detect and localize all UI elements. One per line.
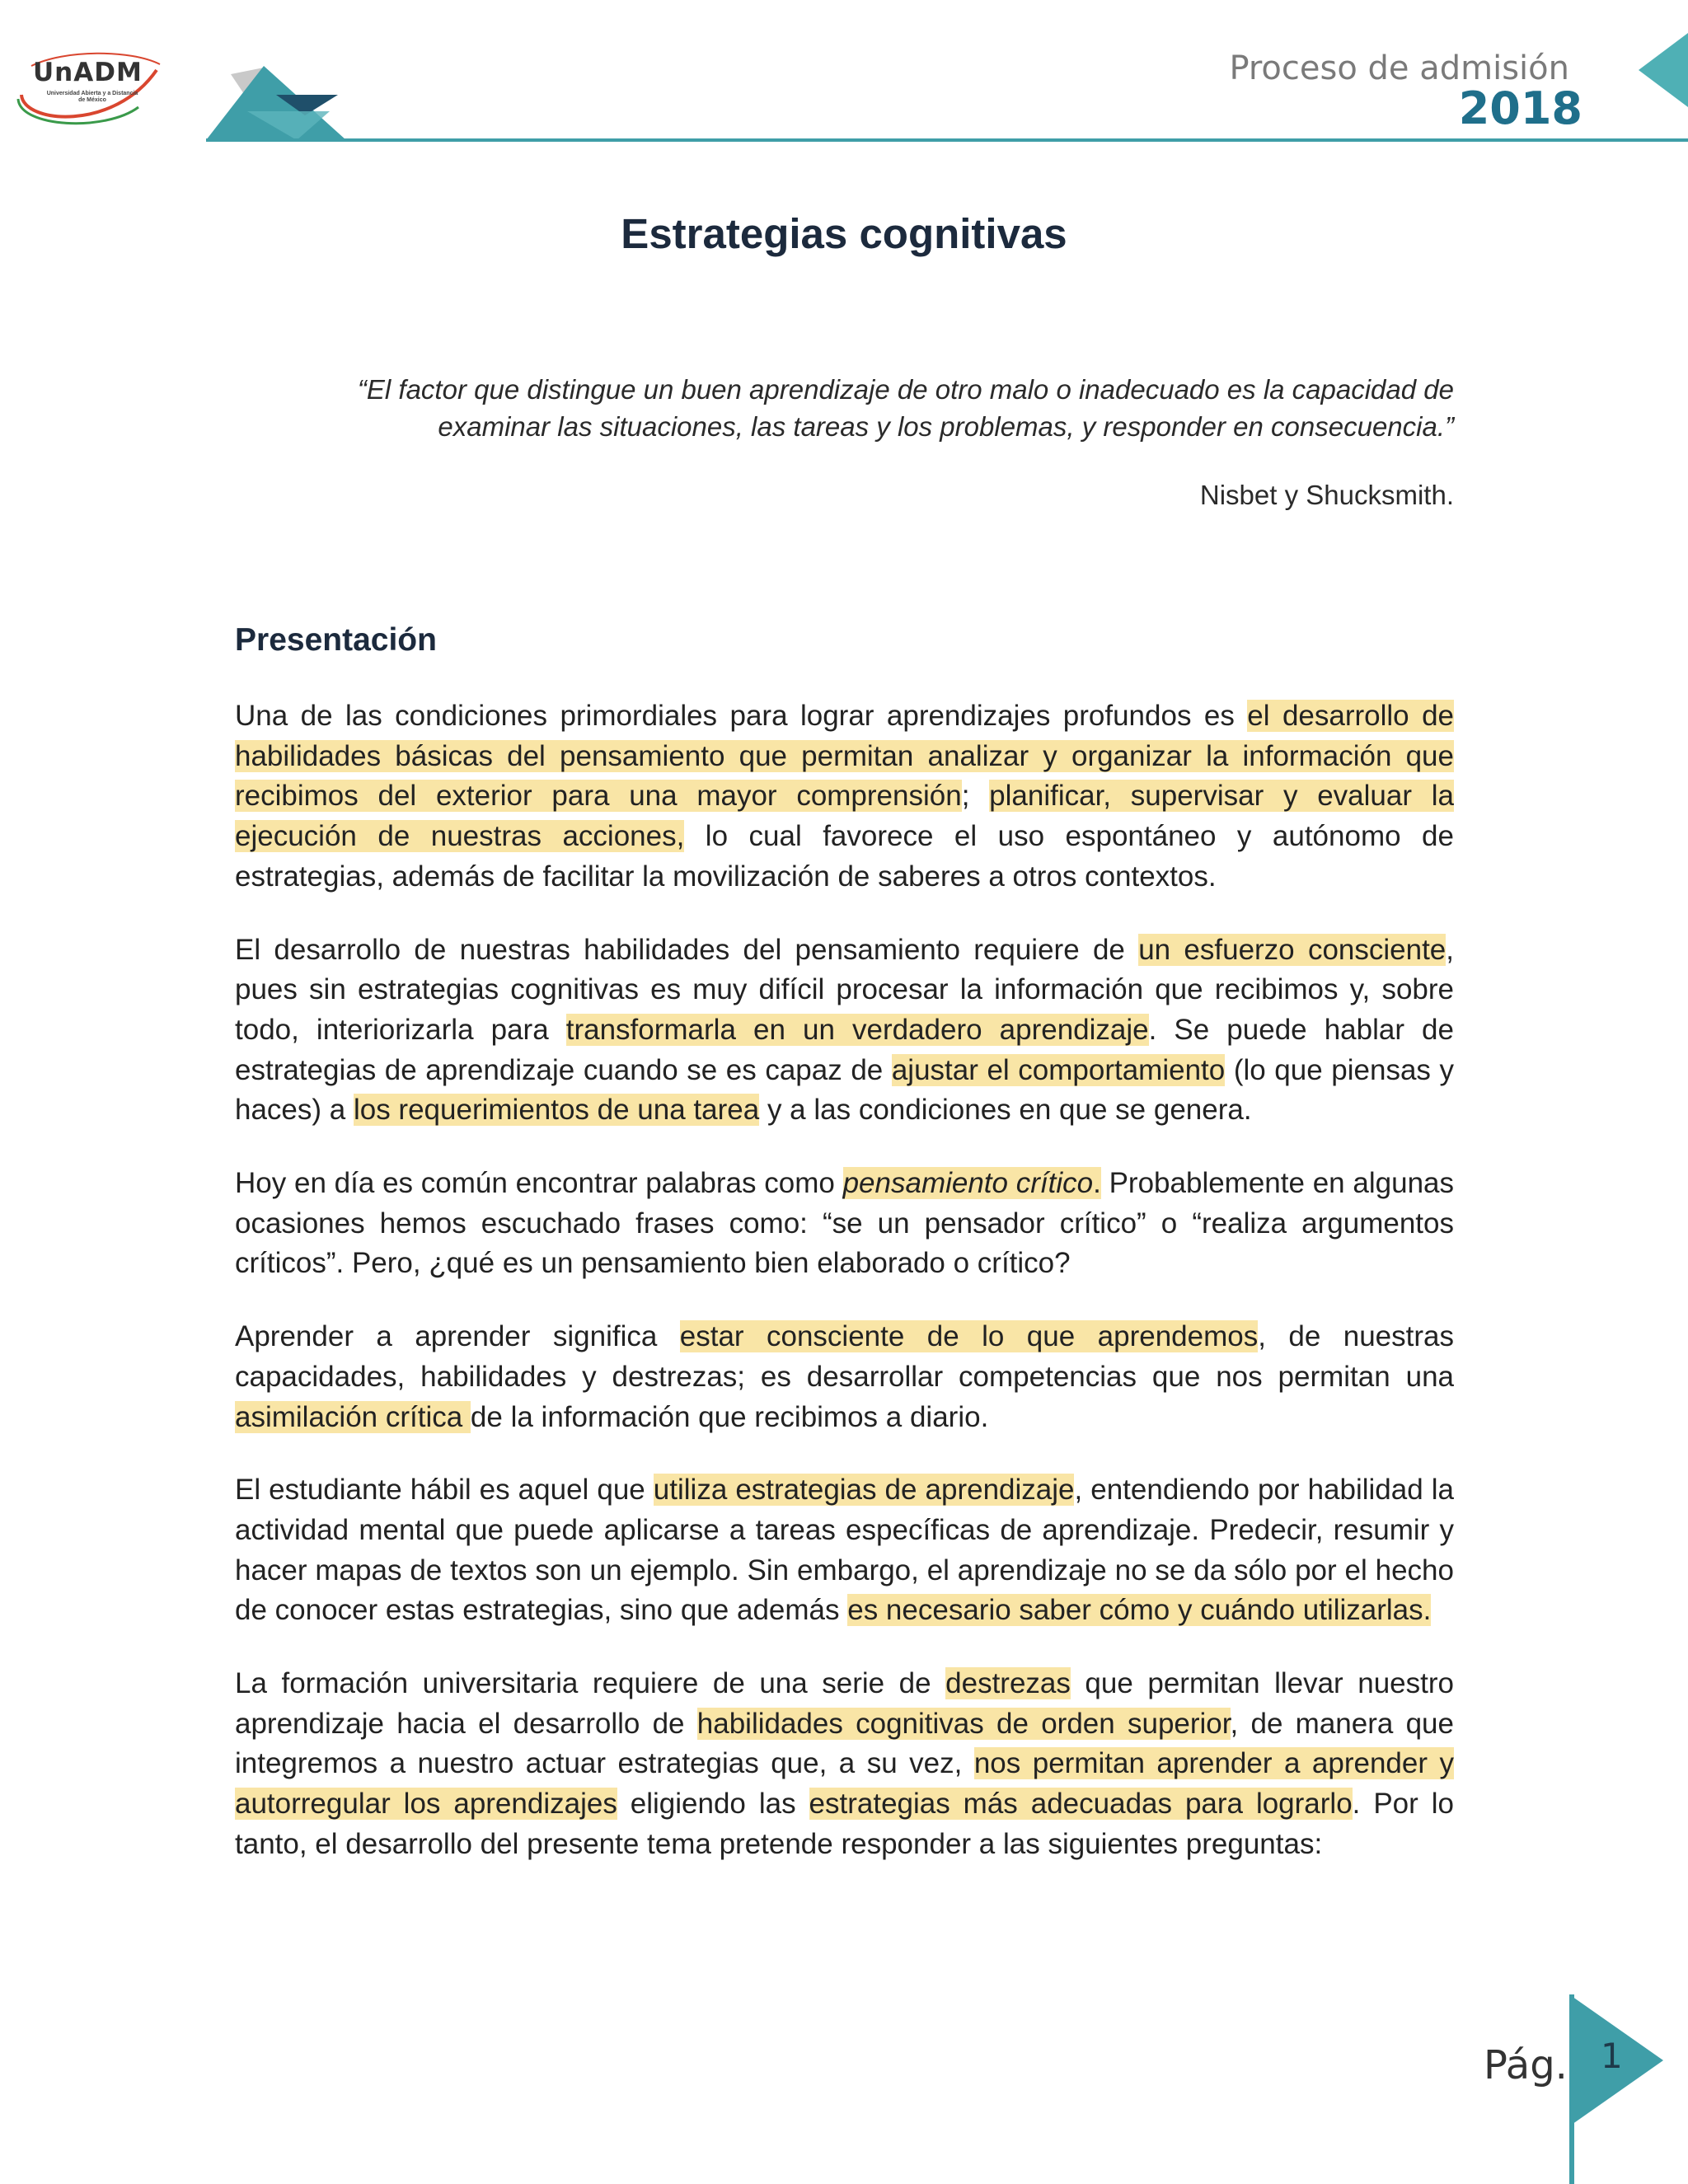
admission-year: 2018 xyxy=(1458,82,1582,134)
section-heading: Presentación xyxy=(235,622,437,658)
highlighted-text: destrezas xyxy=(945,1667,1071,1700)
paragraph-text: Aprender a aprender significa xyxy=(235,1320,680,1353)
highlighted-text: asimilación crítica xyxy=(235,1400,471,1433)
paragraph-text: . Por lo tanto, el desarrollo del presente tema pretende responder a las siguientes preguntas: xyxy=(235,1788,1454,1860)
highlighted-text: es necesario saber cómo y cuándo utilizarlas. xyxy=(847,1594,1432,1627)
paragraph-text: (lo que piensas y haces) a xyxy=(235,1053,1454,1127)
paragraph-text: que permitan llevar nuestro aprendizaje hacia el desarrollo de xyxy=(235,1667,1454,1740)
page-label: Pág. xyxy=(1484,2042,1568,2088)
paragraph-text: La formación universitaria requiere de una serie de xyxy=(235,1667,946,1700)
highlighted-text: pensamiento crítico xyxy=(842,1167,1094,1200)
logo-text: UnADM xyxy=(33,58,143,87)
highlighted-text: el desarrollo de habilidades básicas del pensamiento que permitan analizar y organizar la información que recibimos del exterior para una mayor comprensión xyxy=(235,700,1455,813)
quote-author: Nisbet y Shucksmith. xyxy=(1199,480,1454,510)
paragraph-2 xyxy=(235,930,1454,1132)
highlighted-text: un esfuerzo consciente xyxy=(1138,933,1447,966)
paragraph-text: ; xyxy=(961,780,990,813)
paragraph-text: Probablemente en algunas ocasiones hemos escuchado frases como: “se un pensador crítico” o “realiza argumentos críticos”. Pero, ¿qué es un pensamiento bien elaborado o crítico? xyxy=(235,1167,1454,1280)
paragraph-6 xyxy=(235,1664,1454,1865)
paragraph-text: El estudiante hábil es aquel que xyxy=(235,1474,654,1507)
paragraph-text: Una de las condiciones primordiales para lograr aprendizajes profundos es xyxy=(235,700,1248,732)
paragraph-text: , pues sin estrategias cognitivas es muy difícil procesar la información que recibimos y, sobre todo, interiorizarla para xyxy=(235,933,1455,1046)
highlighted-text: ajustar el comportamiento xyxy=(891,1053,1226,1086)
section-body xyxy=(235,696,1454,1898)
paragraph-text: Hoy en día es común encontrar palabras como xyxy=(235,1167,843,1200)
header-divider xyxy=(206,138,1688,142)
paragraph-text: , de manera que integremos a nuestro actuar estrategias que, a su vez, xyxy=(235,1707,1454,1780)
highlighted-text: utiliza estrategias de aprendizaje xyxy=(653,1474,1075,1507)
page-title: Estrategias cognitivas xyxy=(621,210,1067,257)
page-flag-icon xyxy=(1566,1994,1688,2184)
unadm-logo xyxy=(15,49,163,132)
paragraph-1 xyxy=(235,696,1454,898)
quote-line-2: examinar las situaciones, las tareas y los problemas, y responder en consecuencia.” xyxy=(438,411,1454,442)
paragraph-text: eligiendo las xyxy=(617,1788,809,1821)
paragraph-text: lo cual favorece el uso espontáneo y autónomo de estrategias, además de facilitar la movilización de saberes a otros contextos. xyxy=(235,820,1454,893)
epigraph-quote xyxy=(313,371,1454,445)
highlighted-text: los requerimientos de una tarea xyxy=(353,1094,760,1127)
highlighted-text: nos permitan aprender a aprender y autorregular los aprendizajes xyxy=(235,1747,1454,1821)
highlighted-text: transformarla en un verdadero aprendizaje xyxy=(565,1013,1149,1046)
highlighted-text: estar consciente de lo que aprendemos xyxy=(679,1320,1259,1353)
highlighted-text: habilidades cognitivas de orden superior xyxy=(696,1707,1231,1740)
paragraph-4 xyxy=(235,1317,1454,1437)
page-number: 1 xyxy=(1601,2036,1623,2076)
corner-triangle-decoration xyxy=(1639,33,1688,107)
paragraph-5 xyxy=(235,1470,1454,1631)
highlighted-text: . xyxy=(1093,1167,1101,1200)
logo-subtitle: Universidad Abierta y a Distancia de México xyxy=(46,91,138,103)
quote-line-1: “El factor que distingue un buen aprendizaje de otro malo o inadecuado es la capacidad de xyxy=(357,374,1454,405)
paragraph-text: . Se puede hablar de estrategias de aprendizaje cuando se es capaz de xyxy=(235,1013,1454,1086)
paragraph-text: El desarrollo de nuestras habilidades del pensamiento requiere de xyxy=(235,933,1139,966)
paragraph-text: y a las condiciones en que se genera. xyxy=(759,1094,1252,1127)
admission-process-label: Proceso de admisión xyxy=(1229,49,1569,87)
highlighted-text: estrategias más adecuadas para lograrlo xyxy=(809,1788,1353,1821)
paragraph-text: , entendiendo por habilidad la actividad mental que puede aplicarse a tareas específicas de aprendizaje. Predecir, resumir y hacer mapas de textos son un ejemplo. Sin embargo, el aprendizaje no se da sólo por el hecho de conocer estas estrategias, sino que además xyxy=(235,1474,1454,1627)
header-triangles-decoration xyxy=(198,58,379,144)
paragraph-3 xyxy=(235,1164,1454,1284)
page-header xyxy=(0,0,1688,144)
paragraph-text: de la información que recibimos a diario. xyxy=(470,1400,989,1433)
paragraph-text: , de nuestras capacidades, habilidades y destrezas; es desarrollar competencias que nos permitan una xyxy=(235,1320,1454,1393)
highlighted-text: planificar, supervisar y evaluar la ejecución de nuestras acciones, xyxy=(235,780,1454,853)
